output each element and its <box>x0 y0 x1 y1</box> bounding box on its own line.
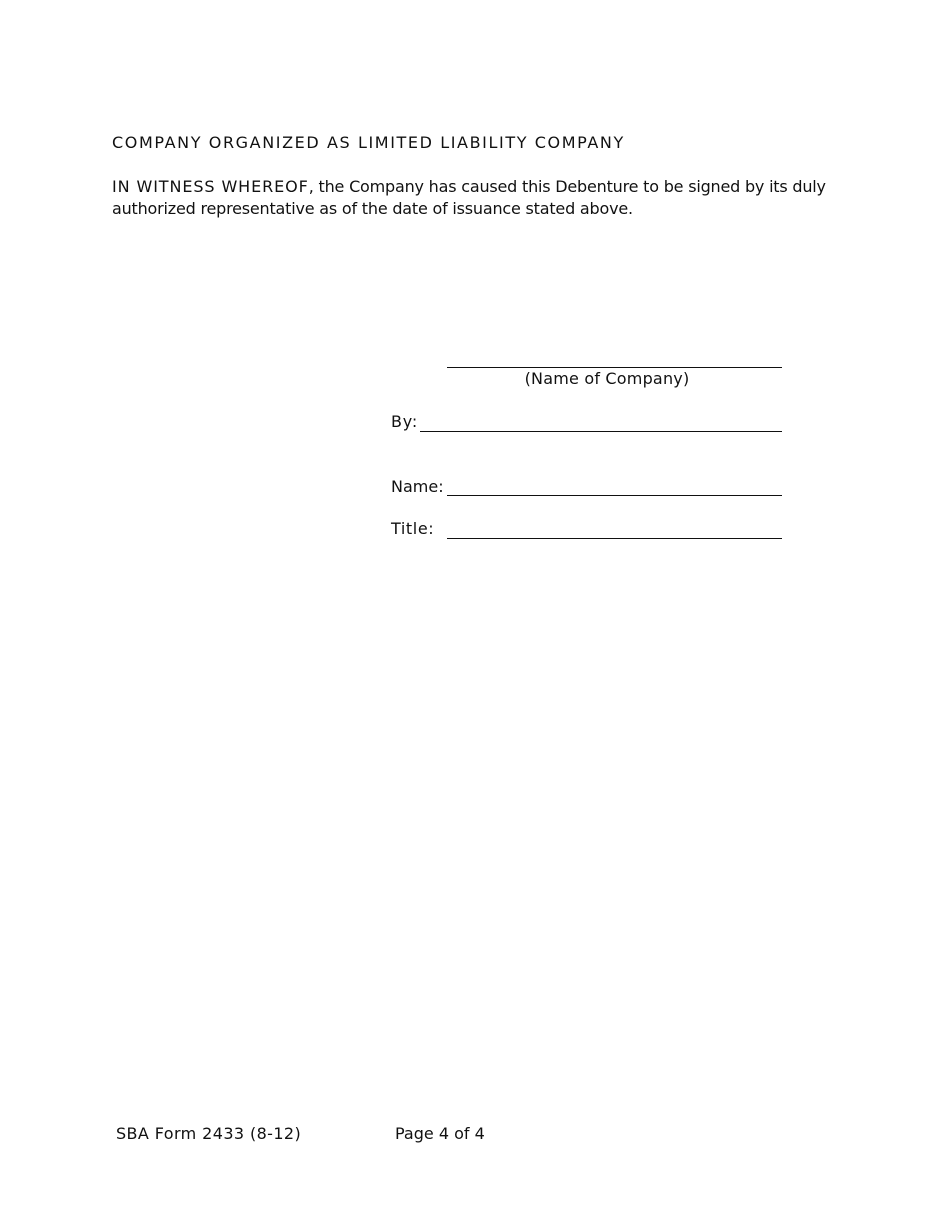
witness-lead: IN WITNESS WHEREOF <box>112 177 309 196</box>
by-label: By: <box>391 412 419 431</box>
by-signature-line <box>420 431 782 432</box>
name-label: Name: <box>391 477 444 496</box>
witness-text: , the Company has caused this Debenture to be signed by its duly authorized representative as of the date of issuance stated above. <box>112 177 826 218</box>
company-name-line <box>447 367 782 368</box>
witness-paragraph <box>112 176 832 220</box>
form-identifier: SBA Form 2433 (8-12) <box>116 1124 302 1143</box>
page-number: Page 4 of 4 <box>395 1124 485 1143</box>
section-heading: COMPANY ORGANIZED AS LIMITED LIABILITY COMPANY <box>112 133 625 152</box>
title-label: Title: <box>391 519 435 538</box>
title-line <box>447 538 782 539</box>
name-line <box>447 495 782 496</box>
company-name-caption: (Name of Company) <box>524 369 690 388</box>
